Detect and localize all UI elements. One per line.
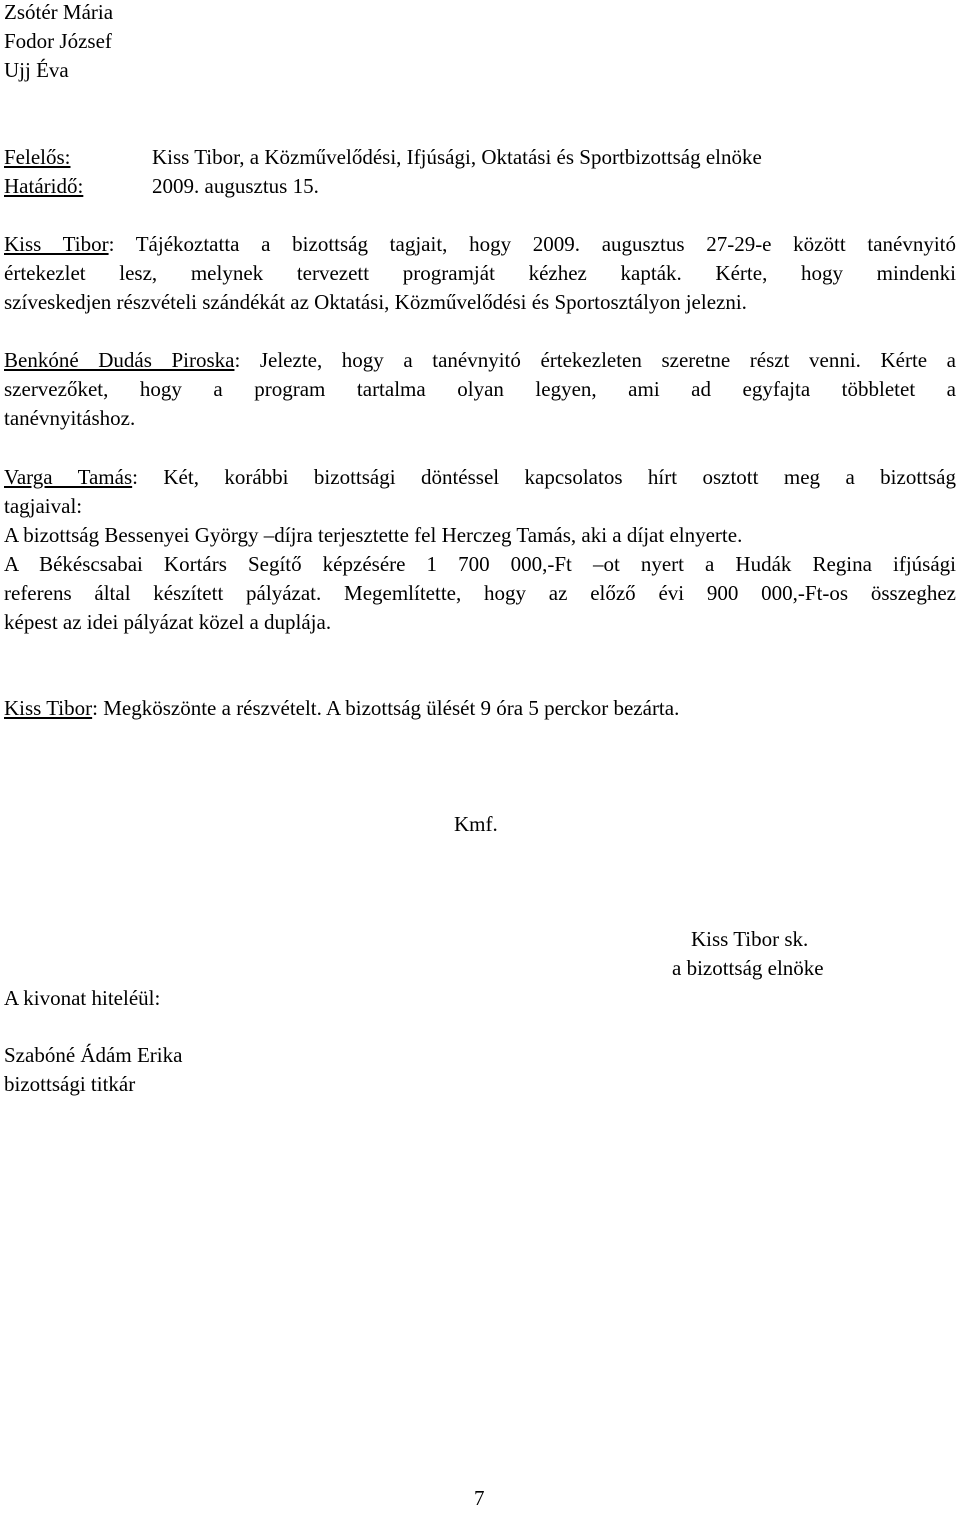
deadline-value: 2009. augusztus 15. xyxy=(152,174,319,198)
paragraph-benkone xyxy=(4,346,956,433)
paragraph-line: Kiss Tibor: Megköszönte a részvételt. A bizottság ülését 9 óra 5 perckor bezárta. xyxy=(4,696,680,720)
page-number: 7 xyxy=(474,1486,485,1510)
speaker-name: Kiss Tibor xyxy=(4,696,93,720)
responsibility-section xyxy=(4,143,956,201)
paragraph-line: tanévnyitáshoz. xyxy=(4,406,136,430)
deadline-label: Határidő: xyxy=(4,174,84,198)
responsible-value: Kiss Tibor, a Közművelődési, Ifjúsági, Oktatási és Sportbizottság elnöke xyxy=(152,145,762,169)
paragraph-line: A Békéscsabai Kortárs Segítő képzésére 1 700 000,-Ft –ot nyert a Hudák Regina ifjúsági xyxy=(4,552,956,576)
secretary-title: bizottsági titkár xyxy=(4,1072,136,1096)
paragraph-line: Varga Tamás: Két, korábbi bizottsági döntéssel kapcsolatos hírt osztott meg a bizottság xyxy=(4,465,956,489)
responsible-label: Felelős: xyxy=(4,145,71,169)
kmf-label: Kmf. xyxy=(454,812,498,836)
attendee-name: Ujj Éva xyxy=(4,58,69,82)
attendee-name: Fodor József xyxy=(4,29,112,53)
deadline-row xyxy=(4,172,956,201)
paragraph-closing xyxy=(4,694,956,723)
chair-name: Kiss Tibor sk. xyxy=(691,927,809,951)
paragraph-kiss-tibor-info xyxy=(4,230,956,317)
attendee-names xyxy=(4,0,956,85)
paragraph-line: tagjaival: xyxy=(4,494,83,518)
paragraph-line: értekezlet lesz, melynek tervezett programját kézhez kapták. Kérte, hogy mindenki xyxy=(4,261,956,285)
paragraph-line: képest az idei pályázat közel a duplája. xyxy=(4,610,332,634)
speaker-name: Varga Tamás xyxy=(4,465,133,489)
attendee-name: Zsótér Mária xyxy=(4,0,114,24)
paragraph-line: referens által készített pályázat. Megemlítette, hogy az előző évi 900 000,-Ft-os összeghez xyxy=(4,581,956,605)
paragraph-line: Kiss Tibor: Tájékoztatta a bizottság tagjait, hogy 2009. augusztus 27-29-e között tanévnyitó xyxy=(4,232,957,256)
paragraph-line: szervezőket, hogy a program tartalma olyan legyen, ami ad egyfajta többletet a xyxy=(4,377,956,401)
paragraph-line: A bizottság Bessenyei György –díjra terjesztette fel Herczeg Tamás, aki a díjat elnyerte. xyxy=(4,523,743,547)
secretary-name: Szabóné Ádám Erika xyxy=(4,1043,183,1067)
certified-label: A kivonat hiteléül: xyxy=(4,986,161,1010)
chair-title: a bizottság elnöke xyxy=(672,956,824,980)
paragraph-varga-tamas xyxy=(4,463,956,637)
paragraph-line: Benkóné Dudás Piroska: Jelezte, hogy a tanévnyitó értekezleten szeretne részt venni. Kérte a xyxy=(4,348,956,372)
paragraph-line: szíveskedjen részvételi szándékát az Oktatási, Közművelődési és Sportosztályon jelezni. xyxy=(4,290,747,314)
responsible-row xyxy=(4,143,956,172)
speaker-name: Kiss Tibor xyxy=(4,232,109,256)
speaker-name: Benkóné Dudás Piroska xyxy=(4,348,235,372)
